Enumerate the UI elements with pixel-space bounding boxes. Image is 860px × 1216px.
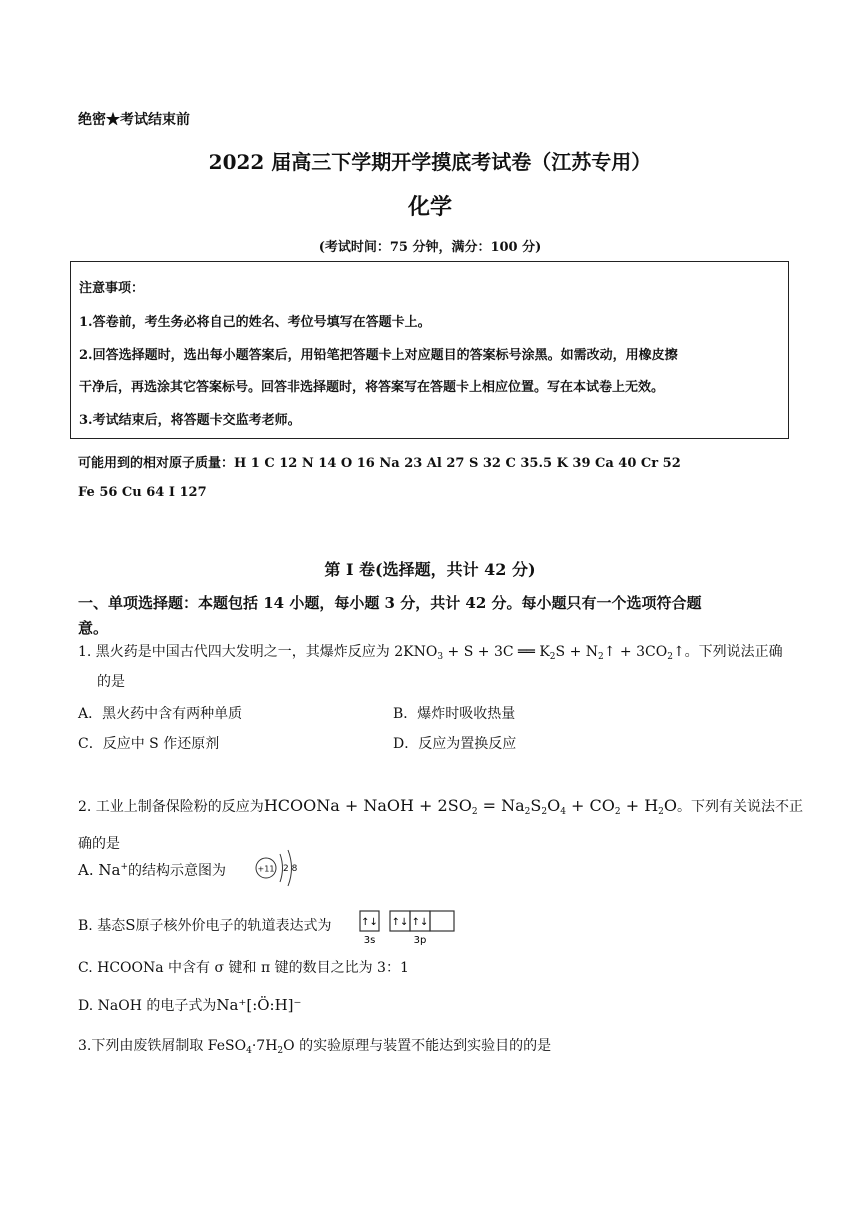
atomic-masses-line1: 可能用到的相对原子质量：H 1 C 12 N 14 O 16 Na 23 Al 27 S 32 C 35.5 K 39 Ca 40 Cr 52 (78, 456, 681, 471)
na-ion-structure-diagram (252, 848, 304, 888)
q3-stem: 3.下列由废铁屑制取 $FeSO_4\cdot 7H_2O$ 的实验原理与装置不能达到实验目的的是 (78, 1038, 552, 1056)
q2-option-d: D. NaOH 的电子式为Na⁺[:Ö:H]⁻ (78, 996, 302, 1014)
q1-stem: 1. 黑火药是中国古代四大发明之一，其爆炸反应为 $2KNO_3 + S + 3C$ ══ $K_2S$ + $N_2↑$ + $3CO_2↑$。下列说法正确 (78, 644, 783, 662)
orbital-3p-label: 3p (413, 935, 427, 946)
q1-option-a: A．黑火药中含有两种单质 (78, 706, 243, 722)
part-instruction-line1: 一、单项选择题：本题包括 14 小题，每小题 3 分，共计 42 分。每小题只有一个选项符合题 (78, 594, 702, 612)
orbital-3s-label: 3s (363, 935, 376, 946)
exam-title: 2022 届高三下学期开学摸底考试卷（江苏专用） (208, 150, 652, 174)
notice-heading: 注意事项： (79, 281, 145, 296)
na-shell-electrons: 2 8 (283, 864, 298, 874)
q2-option-a: A. Na+的结构示意图为 (78, 861, 226, 879)
q2-stem: 2. 工业上制备保险粉的反应为HCOONa + NaOH + $2SO_2 = Na_2S_2O_4 + CO_2 + H_2O$。下列有关说法不正 (78, 796, 804, 817)
exam-time: (考试时间：75 分钟，满分：100 分) (318, 240, 542, 255)
q1-option-c: C．反应中 S 作还原剂 (78, 736, 220, 752)
atomic-masses-line2: Fe 56 Cu 64 I 127 (78, 485, 207, 500)
notice-box (70, 261, 789, 439)
q1-stem-cont: 的是 (97, 674, 125, 690)
naoh-electron-formula: Na⁺[:Ö:H]⁻ (216, 996, 302, 1014)
orbital-3p-1: ↑↓ (391, 917, 409, 928)
part-instruction-line2: 意。 (78, 619, 109, 637)
orbital-3p-2: ↑↓ (411, 917, 429, 928)
notice-item-1: 1.答卷前，考生务必将自己的姓名、考位号填写在答题卡上。 (79, 315, 431, 330)
orbital-3s-electrons: ↑↓ (361, 917, 378, 928)
exam-subject: 化学 (407, 194, 452, 220)
q2-option-c: C. HCOONa 中含有 σ 键和 π 键的数目之比为 3：1 (78, 960, 409, 976)
q1-option-b: B．爆炸时吸收热量 (393, 706, 516, 722)
notice-item-3: 3.考试结束后，将答题卡交监考老师。 (79, 413, 301, 428)
q2-option-b: B. 基态S原子核外价电子的轨道表达式为 (78, 916, 332, 934)
q2-stem-cont: 确的是 (78, 836, 120, 852)
notice-item-2a: 2.回答选择题时，选出每小题答案后，用铅笔把答题卡上对应题目的答案标号涂黑。如需改动，用橡皮擦 (79, 348, 678, 363)
q1-option-d: D．反应为置换反应 (393, 736, 517, 752)
q2-equation: HCOONa + NaOH + $2SO_2 = Na_2S_2O_4 + CO_2 + H_2O$ (263, 796, 678, 817)
section-title: 第 I 卷(选择题，共计 42 分) (324, 560, 536, 579)
na-nucleus-label: +11 (257, 864, 275, 874)
confidential-label: 绝密★考试结束前 (78, 112, 190, 128)
notice-item-2b: 干净后，再选涂其它答案标号。回答非选择题时，将答案写在答题卡上相应位置。写在本试卷上无效。 (79, 380, 665, 395)
sulfur-orbital-diagram (358, 909, 458, 947)
